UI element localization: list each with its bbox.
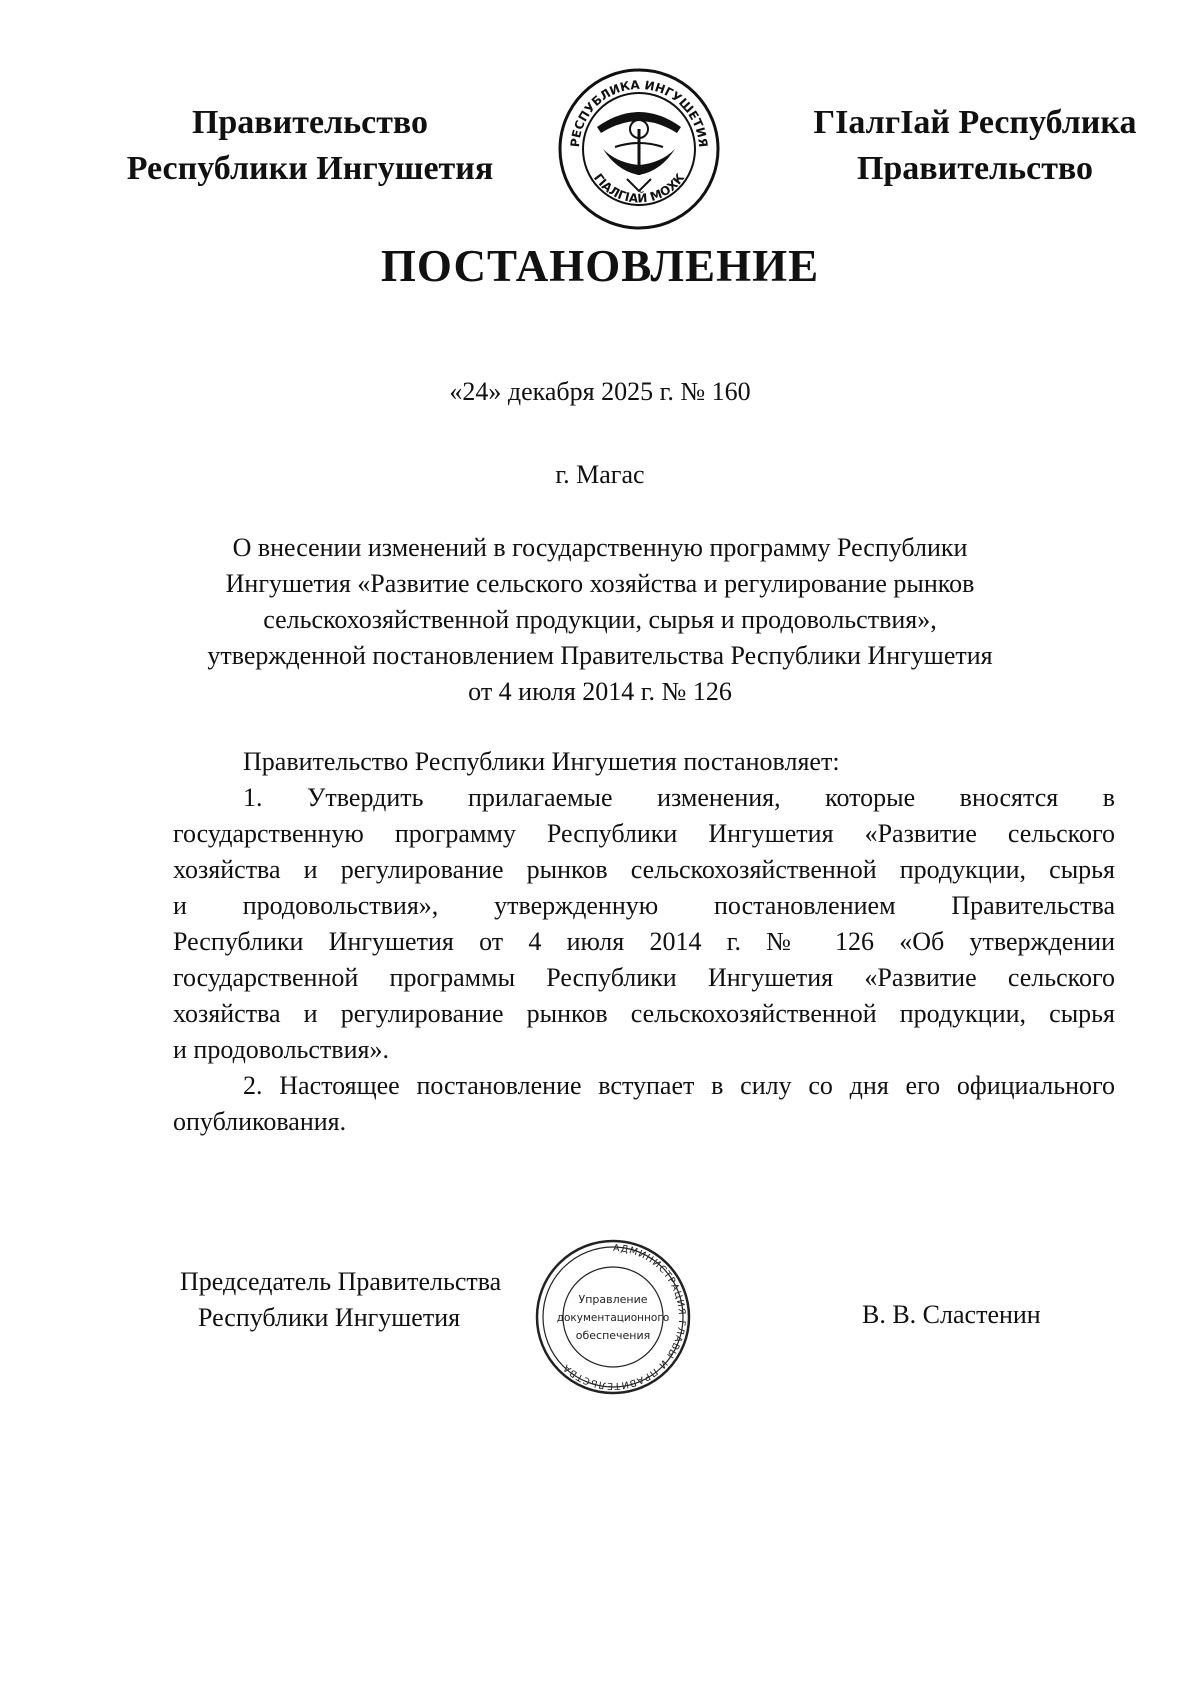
item-1-line: 1. Утвердить прилагаемые изменения, которые вносятся в [243,783,1115,812]
item-2-line: 2. Настоящее постановление вступает в силу со дня его официального [243,1071,1115,1100]
document-subject [170,530,1030,710]
document-title: ПОСТАНОВЛЕНИЕ [380,241,820,291]
header-left-line2: Республики Ингушетия [126,150,494,187]
emblem-top-text: РЕСПУБЛИКА ИНГУШЕТИЯ [567,77,711,148]
item-1-line: и продовольствия». [173,1035,389,1064]
header-right-line2: Правительство [856,150,1094,187]
subject-line: сельскохозяйственной продукции, сырья и продовольствия», [263,605,937,634]
header-left-line1: Правительство [191,104,429,141]
signatory-name: В. В. Сластенин [862,1300,1041,1329]
document-date-number: «24» декабря 2025 г. № 160 [449,377,751,406]
item-2 [173,1068,1115,1140]
subject-line: О внесении изменений в государственную программу Республики [232,533,968,562]
item-1-line: хозяйства и регулирование рынков сельскохозяйственной продукции, сырья [173,855,1115,884]
header-right-line1: ГIалгIай Республика [813,104,1137,141]
republic-emblem-icon [557,67,721,231]
item-1-line: хозяйства и регулирование рынков сельскохозяйственной продукции, сырья [173,999,1115,1028]
stamp-ring-text: АДМИНИСТРАЦИЯ ГЛАВЫ И ПРАВИТЕЛЬСТВА [560,1242,688,1392]
document-body [173,744,1115,1140]
stamp-inner-line1: Управление [578,1293,648,1306]
stamp-inner-line2: документационного [556,1312,670,1324]
subject-line: утвержденной постановлением Правительства Республики Ингушетия [207,641,993,670]
item-1-line: государственную программу Республики Ингушетия «Развитие сельского [173,819,1115,848]
stamp-inner-line3: обеспечения [575,1329,651,1342]
item-2-line: опубликования. [173,1107,347,1136]
signatory-position [180,1264,550,1336]
signatory-position-line2: Республики Ингушетия [198,1303,461,1332]
emblem-bottom-text: ГIАЛГIАЙ МОХК [590,170,688,206]
subject-line: Ингушетия «Развитие сельского хозяйства и регулирование рынков [225,569,975,598]
header-left [110,100,510,192]
item-1-line: государственной программы Республики Ингушетия «Развитие сельского [173,963,1115,992]
preamble: Правительство Республики Ингушетия постановляет: [243,747,840,776]
item-1-line: Республики Ингушетия от 4 июля 2014 г. № 126 «Об утверждении [173,927,1115,956]
official-stamp-icon [533,1237,693,1397]
signatory-position-line1: Председатель Правительства [180,1267,502,1296]
item-1-line: и продовольствия», утвержденную постановлением Правительства [173,891,1115,920]
document-city: г. Магас [555,460,645,489]
subject-line: от 4 июля 2014 г. № 126 [468,677,732,706]
svg-text:ГIАЛГIАЙ МОХК [591,171,687,206]
header-right [780,100,1170,192]
item-1 [173,780,1115,1068]
